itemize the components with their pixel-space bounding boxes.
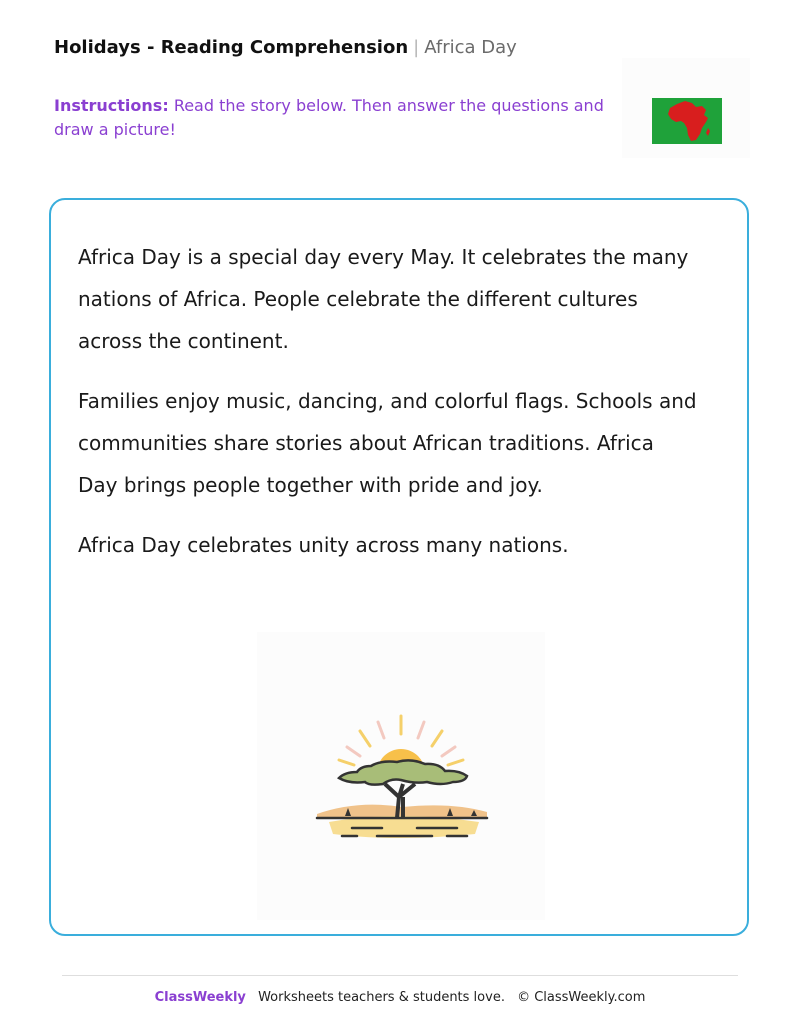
story-text (78, 236, 698, 584)
copyright: © ClassWeekly.com (517, 990, 646, 1005)
africa-flag-icon (652, 98, 722, 144)
instructions-text: Read the story below. Then answer the questions and draw a picture! (54, 96, 604, 139)
story-box (49, 198, 749, 936)
story-illustration (257, 632, 545, 920)
story-paragraph: Families enjoy music, dancing, and colorful flags. Schools and communities share stories about African traditions. Africa Day brings people together with pride and joy. (78, 389, 697, 497)
footer (0, 990, 800, 1005)
footer-tagline: Worksheets teachers & students love. (258, 990, 505, 1005)
brand-name: ClassWeekly (154, 990, 246, 1005)
worksheet-title: Holidays - Reading Comprehension (54, 37, 409, 58)
footer-divider (62, 975, 738, 976)
flag-image (622, 58, 750, 158)
instructions (54, 94, 614, 142)
page-title (54, 37, 517, 58)
instructions-label: Instructions: (54, 96, 169, 115)
story-paragraph: Africa Day is a special day every May. It celebrates the many nations of Africa. People celebrate the different cultures across the continent. (78, 245, 689, 353)
worksheet-topic: Africa Day (424, 37, 517, 58)
savanna-sunset-tree-icon (257, 632, 545, 920)
title-separator: | (413, 37, 420, 58)
story-paragraph: Africa Day celebrates unity across many nations. (78, 533, 569, 557)
